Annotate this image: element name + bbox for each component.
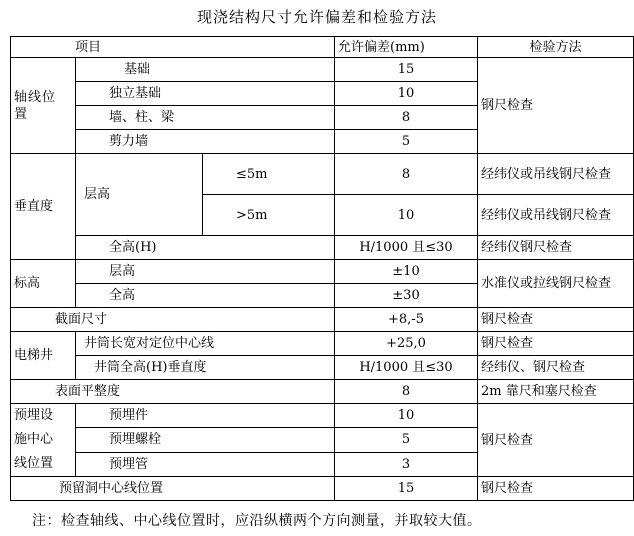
axis-row-value: 8 <box>335 106 478 130</box>
table-row <box>11 332 634 356</box>
embedded-label-line: 施中心 <box>14 432 54 447</box>
full-height-name: 全高(H) <box>76 236 335 260</box>
axis-row-value: 15 <box>335 58 478 82</box>
elevator-row-name: 井筒全高(H)垂直度 <box>76 356 335 380</box>
embedded-label <box>11 404 76 477</box>
table-row <box>11 236 634 260</box>
flatness-method: 2m 靠尺和塞尺检查 <box>478 380 634 404</box>
embedded-label-line: 线位置 <box>14 456 54 471</box>
table-title: 现浇结构尺寸允许偏差和检验方法 <box>196 8 437 26</box>
embedded-row-value: 10 <box>335 404 478 428</box>
table-row <box>11 308 634 332</box>
elevator-row-method: 经纬仪、钢尺检查 <box>478 356 634 380</box>
tolerance-table <box>10 36 634 501</box>
table-row <box>11 260 634 284</box>
table-row <box>11 154 634 195</box>
embedded-row-value: 3 <box>335 452 478 476</box>
footnote: 注：检查轴线、中心线位置时，应沿纵横两个方向测量，并取较大值。 <box>32 513 482 529</box>
elevation-label: 标高 <box>11 260 76 308</box>
elevator-label: 电梯井 <box>11 332 76 380</box>
cond-gt5: >5m <box>203 195 335 236</box>
axis-row-value: 5 <box>335 130 478 154</box>
elevation-row-name: 全高 <box>76 284 335 308</box>
embedded-row-value: 5 <box>335 428 478 452</box>
elevator-row-name: 井筒长宽对定位中心线 <box>76 332 335 356</box>
elevator-row-value: H/1000 且≤30 <box>335 356 478 380</box>
flatness-value: 8 <box>335 380 478 404</box>
table-row <box>11 404 634 428</box>
section-name: 截面尺寸 <box>11 308 335 332</box>
elevation-row-value: ±30 <box>335 284 478 308</box>
embedded-label-line: 预埋设 <box>14 408 54 423</box>
axis-row-name: 基础 <box>76 58 335 82</box>
axis-row-name: 剪力墙 <box>76 130 335 154</box>
header-row <box>11 37 634 58</box>
section-value: +8,-5 <box>335 308 478 332</box>
vertical-label: 垂直度 <box>11 154 76 260</box>
floor-height-label: 层高 <box>76 154 203 236</box>
table-row <box>11 477 634 501</box>
hole-name: 预留洞中心线位置 <box>11 477 335 501</box>
method-gt5: 经纬仪或吊线钢尺检查 <box>478 195 634 236</box>
header-method: 检验方法 <box>478 37 634 58</box>
section-method: 钢尺检查 <box>478 308 634 332</box>
table-row <box>11 58 634 82</box>
axis-row-name: 独立基础 <box>76 82 335 106</box>
cond-le5: ≤5m <box>203 154 335 195</box>
embedded-row-name: 预埋件 <box>76 404 335 428</box>
elevator-row-value: +25,0 <box>335 332 478 356</box>
table-row <box>11 356 634 380</box>
embedded-method: 钢尺检查 <box>478 404 634 477</box>
axis-label: 轴线位置 <box>11 58 76 154</box>
header-item: 项目 <box>11 37 335 58</box>
axis-row-name: 墙、柱、梁 <box>76 106 335 130</box>
full-height-method: 经纬仪钢尺检查 <box>478 236 634 260</box>
method-le5: 经纬仪或吊线钢尺检查 <box>478 154 634 195</box>
elevator-row-method: 钢尺检查 <box>478 332 634 356</box>
axis-row-value: 10 <box>335 82 478 106</box>
hole-value: 15 <box>335 477 478 501</box>
flatness-name: 表面平整度 <box>11 380 335 404</box>
axis-method: 钢尺检查 <box>478 58 634 154</box>
full-height-value: H/1000 且≤30 <box>335 236 478 260</box>
table-row <box>11 380 634 404</box>
elevation-row-value: ±10 <box>335 260 478 284</box>
hole-method: 钢尺检查 <box>478 477 634 501</box>
elevation-method: 水准仪或拉线钢尺检查 <box>478 260 634 308</box>
value-gt5: 10 <box>335 195 478 236</box>
value-le5: 8 <box>335 154 478 195</box>
elevation-row-name: 层高 <box>76 260 335 284</box>
embedded-row-name: 预埋螺栓 <box>76 428 335 452</box>
header-tolerance: 允许偏差(mm) <box>335 37 478 58</box>
embedded-row-name: 预埋管 <box>76 452 335 476</box>
